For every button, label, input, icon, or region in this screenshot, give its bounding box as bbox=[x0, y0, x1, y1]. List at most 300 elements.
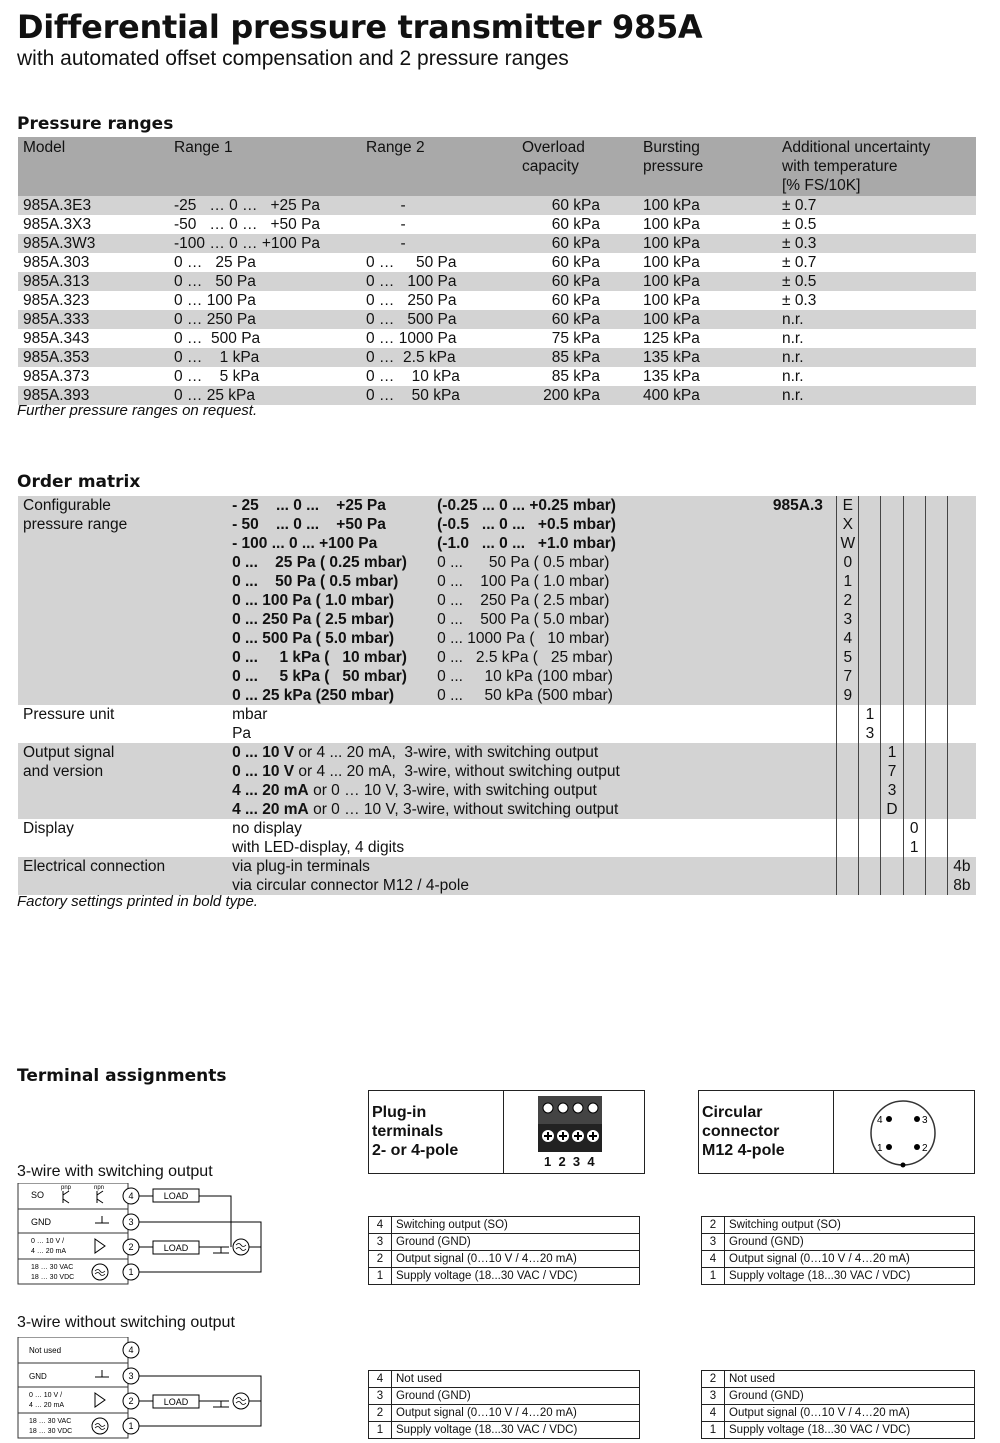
order-label: Pressure unit bbox=[23, 706, 115, 723]
range1-cell: 0 ... 5 kPa ( 50 mbar) bbox=[227, 667, 432, 686]
signal-label-3: 0 … 10 V / bbox=[29, 1392, 63, 1399]
pin-number: 2 bbox=[702, 1371, 725, 1388]
order-code bbox=[837, 857, 859, 876]
table-row bbox=[18, 215, 976, 234]
m12-pin-2: 2 bbox=[922, 1143, 928, 1154]
order-code bbox=[903, 857, 925, 876]
table-cell: 0 … 50 Pa bbox=[366, 254, 457, 271]
order-code bbox=[859, 629, 881, 648]
table-cell: 85 kPa bbox=[551, 368, 600, 385]
order-prefix bbox=[768, 515, 837, 534]
order-code: 0 bbox=[903, 819, 925, 838]
order-code bbox=[859, 534, 881, 553]
table-cell: 60 kPa bbox=[517, 196, 638, 215]
plugin-terminal-icon bbox=[535, 1094, 605, 1158]
range2-cell: (-0.25 ... 0 ... +0.25 mbar) bbox=[432, 496, 768, 515]
order-prefix bbox=[768, 534, 837, 553]
supply-label-1: 18 … 30 VAC bbox=[31, 1264, 74, 1271]
order-code: X bbox=[837, 515, 859, 534]
order-code bbox=[947, 743, 976, 762]
table-cell: -100 … 0 … +100 Pa bbox=[169, 234, 361, 253]
table-cell: 0 … 1 kPa bbox=[169, 348, 361, 367]
table-cell: 0 … 2.5 kPa bbox=[361, 348, 517, 367]
pin-number: 3 bbox=[702, 1388, 725, 1405]
load-label-1: LOAD bbox=[163, 1191, 189, 1201]
order-code bbox=[859, 515, 881, 534]
table-cell: 135 kPa bbox=[638, 348, 777, 367]
table-cell: n.r. bbox=[777, 310, 976, 329]
table-cell: 985A.333 bbox=[18, 310, 169, 329]
order-code bbox=[925, 705, 947, 724]
order-code bbox=[837, 838, 859, 857]
range2-cell: 0 ... 1000 Pa ( 10 mbar) bbox=[432, 629, 768, 648]
order-code bbox=[925, 781, 947, 800]
with-switching-label: 3-wire with switching output bbox=[17, 1163, 213, 1180]
order-code bbox=[881, 667, 903, 686]
pressure-ranges-header-row bbox=[18, 137, 976, 196]
column-header: Bursting pressure bbox=[638, 137, 777, 196]
plugin-terminal-numbers: 1 2 3 4 bbox=[544, 1154, 595, 1169]
table-cell: 985A.393 bbox=[18, 386, 169, 405]
order-code bbox=[881, 534, 903, 553]
option-bold: 0 ... 10 V bbox=[232, 763, 295, 780]
circular-connector-box bbox=[698, 1090, 975, 1174]
plugin-pins-with-switching bbox=[368, 1216, 640, 1285]
order-code bbox=[881, 876, 903, 895]
option-text: mbar bbox=[232, 706, 268, 723]
pin-function: Ground (GND) bbox=[392, 1234, 640, 1251]
order-code: W bbox=[837, 534, 859, 553]
signal-label-2: 4 … 20 mA bbox=[31, 1248, 67, 1255]
order-row bbox=[18, 800, 976, 819]
range2-cell: 0 ... 2.5 kPa ( 25 mbar) bbox=[432, 648, 768, 667]
table-row bbox=[18, 348, 976, 367]
order-label bbox=[18, 800, 227, 819]
order-code bbox=[837, 876, 859, 895]
order-code bbox=[859, 819, 881, 838]
m12-pin-3: 3 bbox=[922, 1115, 928, 1126]
order-code bbox=[881, 591, 903, 610]
order-label bbox=[18, 686, 227, 705]
table-cell: n.r. bbox=[777, 386, 976, 405]
option-bold: 4 ... 20 mA bbox=[232, 801, 309, 818]
table-cell: 0 … 100 Pa bbox=[361, 272, 517, 291]
order-code bbox=[903, 800, 925, 819]
order-code: 3 bbox=[837, 610, 859, 629]
order-code bbox=[947, 800, 976, 819]
order-code bbox=[947, 515, 976, 534]
order-code bbox=[837, 705, 859, 724]
table-row bbox=[18, 253, 976, 272]
order-code bbox=[881, 629, 903, 648]
pin-number: 1 bbox=[369, 1268, 392, 1285]
order-code bbox=[881, 553, 903, 572]
order-row bbox=[18, 515, 976, 534]
order-label bbox=[18, 667, 227, 686]
order-code bbox=[859, 838, 881, 857]
order-code: 9 bbox=[837, 686, 859, 705]
pin-function: Supply voltage (18...30 VAC / VDC) bbox=[725, 1422, 975, 1439]
wiring-diagram-without-switching bbox=[17, 1337, 267, 1442]
order-row bbox=[18, 705, 976, 724]
option-text: via circular connector M12 / 4-pole bbox=[227, 876, 768, 895]
load-label-2: LOAD bbox=[163, 1243, 189, 1253]
order-code bbox=[903, 743, 925, 762]
pin-function: Output signal (0…10 V / 4…20 mA) bbox=[392, 1251, 640, 1268]
order-code bbox=[881, 838, 903, 857]
m12-pin-1: 1 bbox=[877, 1143, 883, 1154]
table-cell: 60 kPa bbox=[517, 234, 638, 253]
order-code bbox=[925, 515, 947, 534]
table-cell: 60 kPa bbox=[517, 272, 638, 291]
pin-row bbox=[702, 1217, 975, 1234]
pressure-ranges-note: Further pressure ranges on request. bbox=[17, 402, 258, 419]
table-cell: 135 kPa bbox=[643, 368, 700, 385]
range1-cell: 0 ... 25 kPa (250 mbar) bbox=[227, 686, 432, 705]
order-code: 1 bbox=[881, 743, 903, 762]
order-label bbox=[18, 553, 227, 572]
order-row bbox=[18, 648, 976, 667]
table-cell: ± 0.7 bbox=[782, 254, 817, 271]
option-rest: or 0 … 10 V, 3-wire, with switching output bbox=[308, 782, 597, 799]
option-text: Pa bbox=[232, 725, 252, 742]
order-code bbox=[837, 800, 859, 819]
order-prefix bbox=[768, 591, 837, 610]
order-code: 2 bbox=[837, 591, 859, 610]
pin-number: 4 bbox=[369, 1217, 392, 1234]
pin-row bbox=[702, 1388, 975, 1405]
order-code bbox=[903, 496, 925, 515]
order-code: 0 bbox=[837, 553, 859, 572]
order-code bbox=[947, 686, 976, 705]
order-label bbox=[18, 629, 227, 648]
order-prefix bbox=[768, 705, 837, 724]
gnd-label-2: GND bbox=[29, 1372, 47, 1381]
order-code bbox=[881, 686, 903, 705]
without-switching-label: 3-wire without switching output bbox=[17, 1314, 235, 1331]
pin-function: Ground (GND) bbox=[392, 1388, 640, 1405]
wiring-diagram-with-switching bbox=[17, 1183, 267, 1288]
table-cell: 60 kPa bbox=[517, 310, 638, 329]
order-label bbox=[18, 648, 227, 667]
order-code bbox=[903, 667, 925, 686]
order-code bbox=[859, 686, 881, 705]
option-text bbox=[227, 762, 768, 781]
pin-row bbox=[702, 1268, 975, 1285]
order-code bbox=[837, 781, 859, 800]
table-cell: 0 … 50 kPa bbox=[361, 386, 517, 405]
table-cell: ± 0.3 bbox=[777, 234, 976, 253]
order-code bbox=[859, 610, 881, 629]
option-text bbox=[227, 800, 768, 819]
order-code bbox=[947, 819, 976, 838]
pin-row bbox=[369, 1422, 640, 1439]
order-code bbox=[925, 591, 947, 610]
table-row bbox=[18, 234, 976, 253]
table-cell: n.r. bbox=[782, 330, 804, 347]
option-text bbox=[227, 743, 768, 762]
order-code bbox=[947, 534, 976, 553]
order-label bbox=[18, 572, 227, 591]
order-code: 1 bbox=[903, 838, 925, 857]
order-row bbox=[18, 572, 976, 591]
table-cell: ± 0.5 bbox=[777, 272, 976, 291]
order-code bbox=[947, 724, 976, 743]
order-code: 7 bbox=[881, 762, 903, 781]
range1-cell: - 25 ... 0 ... +25 Pa bbox=[227, 496, 432, 515]
order-row bbox=[18, 819, 976, 838]
pin-number: 3 bbox=[369, 1388, 392, 1405]
order-code bbox=[925, 819, 947, 838]
order-code: 1 bbox=[837, 572, 859, 591]
order-label bbox=[18, 534, 227, 553]
pin-number: 4 bbox=[702, 1405, 725, 1422]
order-code bbox=[947, 667, 976, 686]
table-cell: 75 kPa bbox=[551, 330, 600, 347]
range1-cell: 0 ... 1 kPa ( 10 mbar) bbox=[227, 648, 432, 667]
table-cell: 85 kPa bbox=[517, 348, 638, 367]
order-code bbox=[925, 648, 947, 667]
column-header: Overload capacity bbox=[517, 137, 638, 196]
order-code bbox=[947, 591, 976, 610]
pin-number: 1 bbox=[702, 1422, 725, 1439]
option-text: via plug-in terminals bbox=[227, 857, 768, 876]
option-rest: or 0 … 10 V, 3-wire, without switching output bbox=[308, 801, 619, 818]
order-label bbox=[18, 724, 227, 743]
m12-pin-4: 4 bbox=[877, 1115, 883, 1126]
table-cell: 0 … 100 Pa bbox=[174, 292, 256, 309]
pin-row bbox=[702, 1405, 975, 1422]
pin-function: Output signal (0…10 V / 4…20 mA) bbox=[392, 1405, 640, 1422]
pin-1b: 1 bbox=[128, 1421, 134, 1431]
table-row bbox=[18, 272, 976, 291]
order-row bbox=[18, 534, 976, 553]
order-row bbox=[18, 496, 976, 515]
order-row bbox=[18, 629, 976, 648]
order-code bbox=[903, 534, 925, 553]
range2-cell: (-0.5 ... 0 ... +0.5 mbar) bbox=[432, 515, 768, 534]
table-cell: 985A.3E3 bbox=[18, 196, 169, 215]
option-text bbox=[227, 781, 768, 800]
order-prefix bbox=[768, 743, 837, 762]
order-code bbox=[947, 705, 976, 724]
table-cell: 100 kPa bbox=[638, 272, 777, 291]
pin-function: Switching output (SO) bbox=[392, 1217, 640, 1234]
order-code bbox=[947, 838, 976, 857]
table-cell: 125 kPa bbox=[643, 330, 700, 347]
order-prefix bbox=[768, 800, 837, 819]
order-code bbox=[925, 800, 947, 819]
order-code bbox=[925, 876, 947, 895]
order-prefix bbox=[768, 819, 837, 838]
pin-number: 4 bbox=[702, 1251, 725, 1268]
signal-label-4: 4 … 20 mA bbox=[29, 1402, 65, 1409]
table-cell: 985A.3X3 bbox=[23, 216, 92, 233]
table-row bbox=[18, 367, 976, 386]
order-code bbox=[859, 876, 881, 895]
table-cell: 985A.313 bbox=[18, 272, 169, 291]
load-label-3: LOAD bbox=[163, 1397, 189, 1407]
order-row bbox=[18, 591, 976, 610]
range2-cell: 0 ... 10 kPa (100 mbar) bbox=[432, 667, 768, 686]
order-prefix bbox=[768, 648, 837, 667]
pin-number: 3 bbox=[369, 1234, 392, 1251]
order-prefix bbox=[768, 724, 837, 743]
table-cell: - bbox=[361, 234, 517, 253]
order-label: and version bbox=[18, 762, 227, 781]
order-code bbox=[859, 781, 881, 800]
order-code bbox=[947, 610, 976, 629]
table-row bbox=[18, 196, 976, 215]
pin-number: 2 bbox=[702, 1217, 725, 1234]
order-prefix bbox=[768, 572, 837, 591]
pressure-ranges-heading: Pressure ranges bbox=[17, 114, 174, 134]
pin-number: 1 bbox=[702, 1268, 725, 1285]
table-cell: - bbox=[361, 196, 517, 215]
pin-function: Ground (GND) bbox=[725, 1234, 975, 1251]
supply-label-4: 18 … 30 VDC bbox=[29, 1428, 73, 1435]
table-row bbox=[18, 329, 976, 348]
option-bold: 0 ... 10 V bbox=[232, 744, 295, 761]
order-code bbox=[925, 743, 947, 762]
option-rest: or 4 ... 20 mA, 3-wire, with switching output bbox=[294, 744, 599, 761]
range1-cell: 0 ... 50 Pa ( 0.5 mbar) bbox=[227, 572, 432, 591]
order-code bbox=[903, 705, 925, 724]
option-bold: 4 ... 20 mA bbox=[232, 782, 309, 799]
column-header: Range 2 bbox=[361, 137, 517, 196]
pin-row bbox=[369, 1217, 640, 1234]
pin-3b: 3 bbox=[128, 1371, 134, 1381]
order-prefix: 985A.3 bbox=[768, 496, 837, 515]
table-cell: 60 kPa bbox=[551, 292, 600, 309]
order-code: D bbox=[881, 800, 903, 819]
order-code bbox=[881, 705, 903, 724]
order-code bbox=[859, 800, 881, 819]
range1-cell: 0 ... 250 Pa ( 2.5 mbar) bbox=[227, 610, 432, 629]
order-code bbox=[903, 724, 925, 743]
order-code bbox=[947, 629, 976, 648]
order-matrix-table bbox=[18, 496, 976, 895]
order-row bbox=[18, 857, 976, 876]
pin-function: Output signal (0…10 V / 4…20 mA) bbox=[725, 1405, 975, 1422]
order-code bbox=[903, 686, 925, 705]
table-cell: 60 kPa bbox=[551, 254, 600, 271]
order-code bbox=[903, 553, 925, 572]
order-code bbox=[881, 648, 903, 667]
range2-cell: (-1.0 ... 0 ... +1.0 mbar) bbox=[432, 534, 768, 553]
order-code bbox=[881, 610, 903, 629]
page-title: Differential pressure transmitter 985A bbox=[17, 8, 703, 46]
order-row bbox=[18, 781, 976, 800]
order-code bbox=[903, 648, 925, 667]
circular-pins-without-switching bbox=[701, 1370, 975, 1439]
pin-row bbox=[702, 1422, 975, 1439]
order-code bbox=[947, 648, 976, 667]
order-code bbox=[881, 496, 903, 515]
pin-function: Ground (GND) bbox=[725, 1388, 975, 1405]
order-code bbox=[903, 572, 925, 591]
order-code bbox=[925, 610, 947, 629]
terminal-heading: Terminal assignments bbox=[17, 1066, 227, 1086]
order-label bbox=[18, 781, 227, 800]
range2-cell: 0 ... 250 Pa ( 2.5 mbar) bbox=[432, 591, 768, 610]
order-label: Configurable bbox=[18, 496, 227, 515]
pin-2b: 2 bbox=[128, 1396, 134, 1406]
order-code bbox=[881, 724, 903, 743]
pin-function: Not used bbox=[725, 1371, 975, 1388]
order-code bbox=[859, 572, 881, 591]
order-code: 5 bbox=[837, 648, 859, 667]
table-cell: 0 … 50 Pa bbox=[169, 272, 361, 291]
pin-number: 2 bbox=[369, 1405, 392, 1422]
table-cell: 100 kPa bbox=[643, 292, 700, 309]
order-row bbox=[18, 610, 976, 629]
order-code bbox=[925, 762, 947, 781]
order-prefix bbox=[768, 781, 837, 800]
signal-label-1: 0 … 10 V / bbox=[31, 1238, 65, 1245]
order-label bbox=[18, 610, 227, 629]
pin-4b: 4 bbox=[128, 1345, 134, 1355]
option-rest: or 4 ... 20 mA, 3-wire, without switching output bbox=[294, 763, 620, 780]
order-code bbox=[925, 686, 947, 705]
table-cell: -25 … 0 … +25 Pa bbox=[169, 196, 361, 215]
order-code: 3 bbox=[859, 724, 881, 743]
pin-function: Supply voltage (18...30 VAC / VDC) bbox=[392, 1268, 640, 1285]
order-code bbox=[837, 762, 859, 781]
order-matrix-heading: Order matrix bbox=[17, 472, 141, 492]
table-cell: 100 kPa bbox=[643, 216, 700, 233]
order-code bbox=[947, 572, 976, 591]
order-code bbox=[837, 819, 859, 838]
order-code bbox=[925, 496, 947, 515]
not-used-label: Not used bbox=[29, 1346, 62, 1355]
order-code: 4 bbox=[837, 629, 859, 648]
order-code bbox=[925, 629, 947, 648]
order-prefix bbox=[768, 629, 837, 648]
order-code bbox=[859, 591, 881, 610]
column-header: Model bbox=[18, 137, 169, 196]
npn-label: npn bbox=[94, 1185, 105, 1191]
order-label: pressure range bbox=[18, 515, 227, 534]
order-row bbox=[18, 553, 976, 572]
order-prefix bbox=[768, 686, 837, 705]
order-prefix bbox=[768, 876, 837, 895]
order-prefix bbox=[768, 857, 837, 876]
order-code bbox=[859, 553, 881, 572]
order-label bbox=[18, 591, 227, 610]
order-code: 4b bbox=[947, 857, 976, 876]
range1-cell: 0 ... 500 Pa ( 5.0 mbar) bbox=[227, 629, 432, 648]
pin-function: Supply voltage (18...30 VAC / VDC) bbox=[725, 1268, 975, 1285]
plugin-terminals-label: Plug-in terminals 2- or 4-pole bbox=[372, 1104, 459, 1159]
pin-3: 3 bbox=[128, 1217, 134, 1227]
order-code bbox=[881, 515, 903, 534]
m12-connector-icon bbox=[865, 1097, 945, 1169]
order-prefix bbox=[768, 762, 837, 781]
table-cell: 100 kPa bbox=[638, 234, 777, 253]
table-cell: ± 0.3 bbox=[782, 292, 817, 309]
order-code bbox=[903, 591, 925, 610]
supply-label-2: 18 … 30 VDC bbox=[31, 1274, 75, 1281]
order-row bbox=[18, 838, 976, 857]
range1-cell: - 50 ... 0 ... +50 Pa bbox=[227, 515, 432, 534]
table-cell: 100 kPa bbox=[638, 310, 777, 329]
pin-function: Switching output (SO) bbox=[725, 1217, 975, 1234]
order-code bbox=[903, 629, 925, 648]
table-cell: - bbox=[366, 216, 406, 233]
table-cell: 0 … 250 Pa bbox=[169, 310, 361, 329]
pin-function: Output signal (0…10 V / 4…20 mA) bbox=[725, 1251, 975, 1268]
